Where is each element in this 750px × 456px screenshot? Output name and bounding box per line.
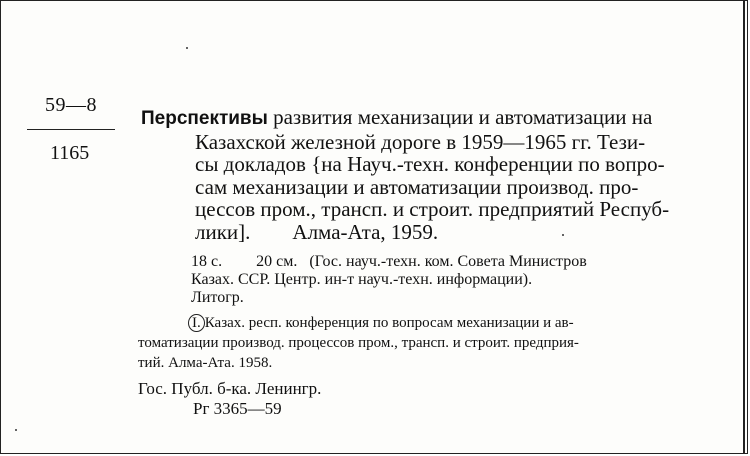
- title-line: Казахской железной дороге в 1959—1965 гг. Тези-: [195, 129, 646, 154]
- printing-method: Литогр.: [191, 289, 244, 306]
- title-line: сы докладов {на Науч.-техн. конференции по вопро-: [195, 152, 665, 176]
- publisher-note-cont: Казах. ССР. Центр. ин-т науч.-техн. информации).: [191, 271, 533, 288]
- classification-divider: [27, 129, 115, 130]
- tracing-number: I.: [188, 314, 205, 332]
- title-line-text: развития механизации и автоматизации на: [267, 105, 653, 129]
- collation-line: [191, 253, 731, 271]
- tracing: [138, 313, 733, 373]
- imprint: Алма-Ата, 1959.: [292, 219, 439, 244]
- title-last-line: лики].: [195, 219, 251, 244]
- title-lead: Перспективы: [141, 108, 268, 129]
- tracing-line: [138, 313, 733, 333]
- tracing-text: Казах. респ. конференция по вопросам механизации и ав-: [204, 315, 574, 331]
- record-number: Рг 3365—59: [193, 399, 282, 418]
- tracing-line: томатизации производ. процессов пром., трансп. и строит. предприя-: [138, 335, 579, 351]
- title-line: сам механизации и автоматизации производ. про-: [195, 174, 639, 199]
- card-edge: [743, 1, 745, 454]
- library-stamp: [138, 379, 321, 419]
- tracing-line: тий. Алма-Ата. 1958.: [138, 355, 273, 371]
- collation: [191, 253, 731, 307]
- pages: 18 с.: [191, 253, 223, 270]
- ink-speck: [186, 47, 188, 49]
- classification-number: 59—8: [45, 94, 97, 116]
- title-line: цессов пром., трансп. и строит. предприятий Респуб-: [195, 197, 670, 221]
- title-entry: [141, 106, 726, 243]
- ink-speck: [15, 429, 17, 431]
- title-line: [141, 221, 726, 244]
- call-number: 1165: [50, 142, 90, 164]
- publisher-note: (Гос. науч.-техн. ком. Совета Министров: [309, 253, 587, 270]
- library-name: Гос. Публ. б-ка. Ленингр.: [138, 379, 322, 398]
- size: 20 см.: [256, 253, 298, 270]
- title-line: [141, 106, 726, 131]
